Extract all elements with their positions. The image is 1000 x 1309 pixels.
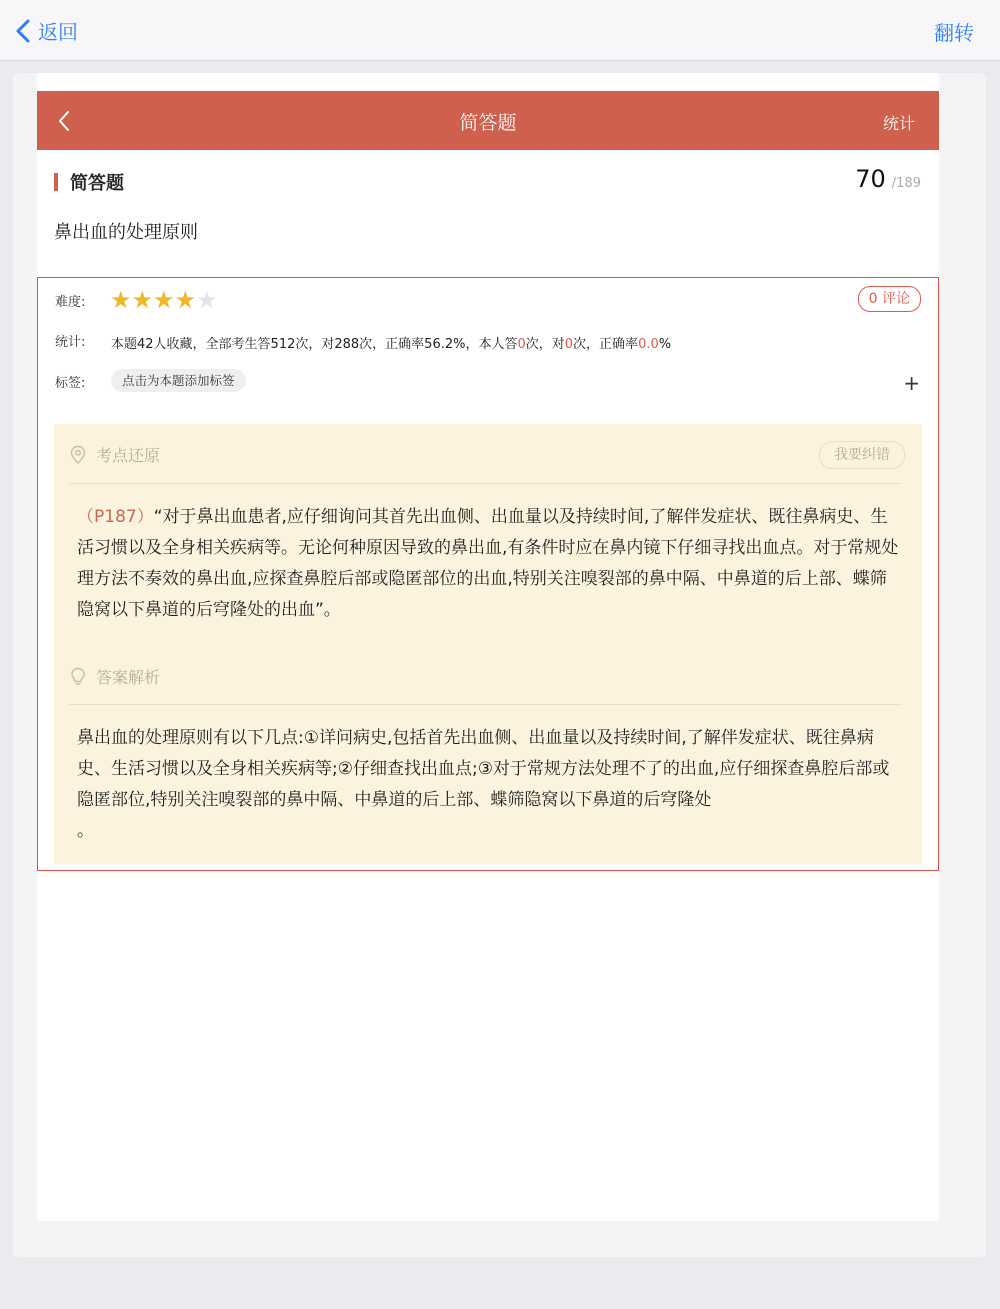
flip-button[interactable]: 翻转 [934, 21, 974, 45]
header-title: 简答题 [459, 112, 517, 134]
report-error-button[interactable]: 我要纠错 [819, 441, 905, 469]
lightbulb-icon [69, 667, 87, 687]
question-total: /189 [891, 176, 921, 191]
answer-title: 答案解析 [96, 668, 161, 687]
point-title: 考点还原 [96, 446, 161, 465]
question-type-label: 简答题 [70, 173, 124, 194]
star-filled-icon: ★ [110, 286, 132, 314]
question-counter [855, 165, 921, 193]
question-type [54, 169, 124, 195]
answer-header [69, 665, 160, 688]
chevron-left-icon [14, 18, 32, 44]
question-text: 鼻出血的处理原则 [54, 222, 198, 243]
tags-label: 标签: [55, 376, 86, 391]
back-button[interactable] [14, 16, 78, 45]
comments-button[interactable]: 0 评论 [858, 286, 921, 312]
top-nav-bar [0, 0, 1000, 61]
add-tag-button[interactable]: 点击为本题添加标签 [111, 369, 246, 392]
star-empty-icon: ★ [196, 286, 218, 314]
difficulty-label: 难度: [55, 295, 86, 310]
answer-details-panel [37, 277, 939, 871]
page-sheet [13, 73, 986, 1257]
stats-text: 本题42人收藏，全部考生答512次，对288次，正确率56.2%，本人答0次，对0次，正确率0.0% [111, 337, 672, 352]
point-text: （P187）“对于鼻出血患者,应仔细询问其首先出血侧、出血量以及持续时间,了解伴发症状、既往鼻病史、生活习惯以及全身相关疾病等。无论何种原因导致的鼻出血,有条件时应在鼻内镜下仔细寻找出血点。对于常规处理方法不奏效的鼻出血,应探查鼻腔后部或隐匿部位的出血,特别关注嗅裂部的鼻中隔、中鼻道的后上部、蝶筛隐窝以下鼻道的后穹隆处的出血”。 [77, 507, 899, 620]
location-pin-icon [69, 445, 87, 465]
star-filled-icon: ★ [153, 286, 175, 314]
point-header [69, 443, 160, 466]
question-card [37, 73, 939, 1221]
answer-text: 鼻出血的处理原则有以下几点:①详问病史,包括首先出血侧、出血量以及持续时间,了解伴发症状、既往鼻病史、生活习惯以及全身相关疾病等;②仔细查找出血点;③对于常规方法处理不了的出血,应仔细探查鼻腔后部或隐匿部位,特别关注嗅裂部的鼻中隔、中鼻道的后上部、蝶筛隐窝以下鼻道的后穹隆处 。 [77, 728, 890, 841]
question-number: 70 [855, 165, 886, 193]
stats-button[interactable]: 统计 [882, 114, 915, 133]
explanation-section [54, 424, 922, 864]
type-marker [54, 173, 58, 191]
back-label: 返回 [38, 20, 78, 44]
stats-label: 统计: [55, 335, 86, 350]
divider [69, 704, 902, 705]
divider [69, 483, 902, 484]
question-header-bar [37, 91, 939, 150]
star-filled-icon: ★ [131, 286, 154, 314]
plus-icon[interactable]: + [903, 371, 920, 395]
star-filled-icon: ★ [174, 286, 197, 314]
difficulty-rating [110, 286, 218, 314]
